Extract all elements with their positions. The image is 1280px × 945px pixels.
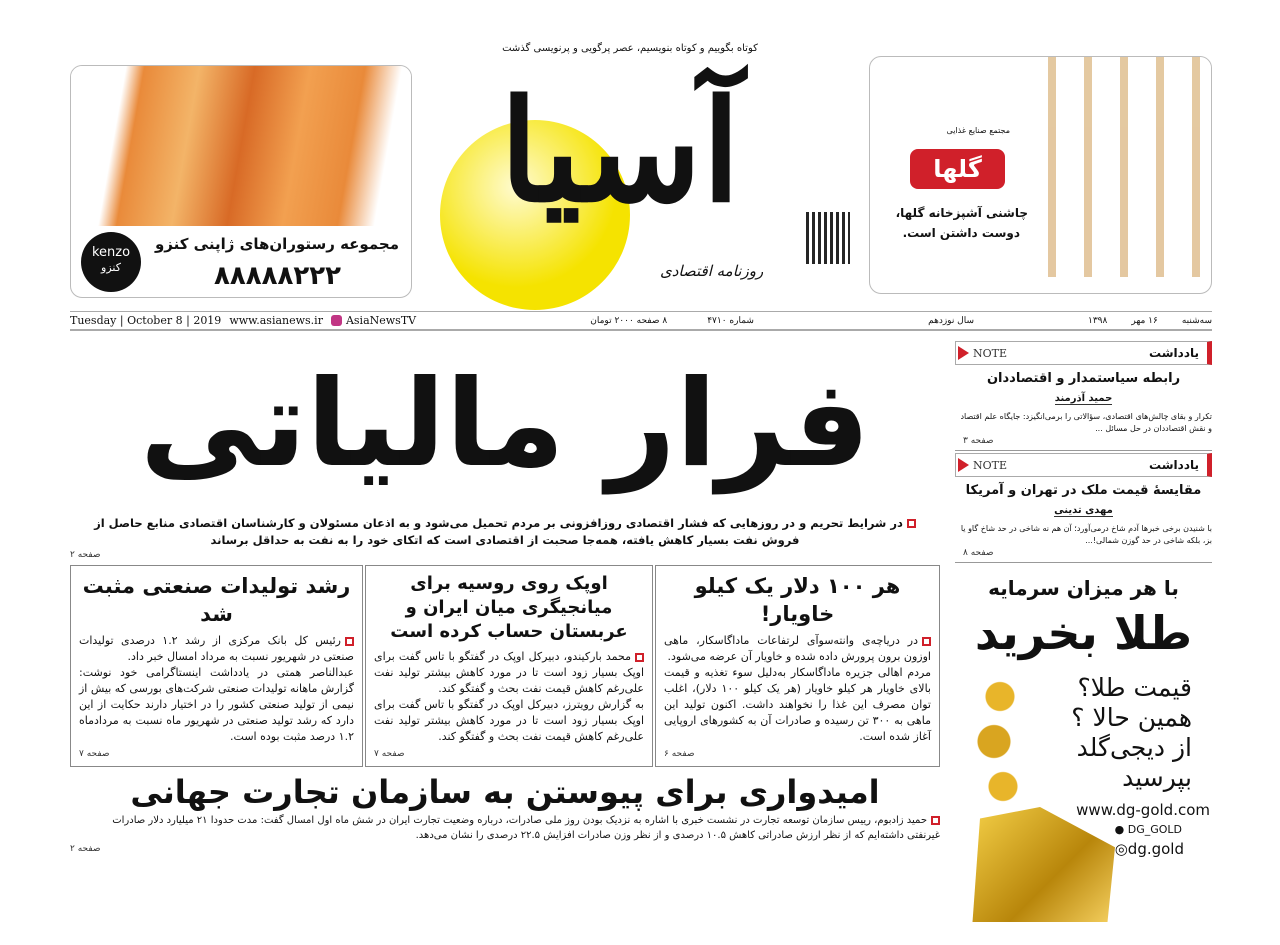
year: ۱۳۹۸	[1088, 315, 1108, 326]
page-ref: صفحه ۳	[963, 436, 994, 446]
article-columns	[70, 565, 940, 767]
article-title: هر ۱۰۰ دلار یک کیلو خاویار!	[694, 574, 901, 626]
ad-instagram[interactable]: ◎dg.gold	[1114, 840, 1184, 858]
issue-number: شماره ۴۷۱۰	[707, 315, 754, 326]
ad-line: بپرسید	[1122, 763, 1192, 792]
main-lead: در شرایط تحریم و در روزهایی که فشار اقتصادی روزافزونی بر مردم تحمیل می‌شود و به اذعان مسئولان و کارشناسان اقتصادی منابع حاصل از فروش نفت بسیار کاهش یافته، همه‌جا صحبت از اقتصادی است که اتکای خود را به نفت به حداقل برساند	[70, 515, 940, 549]
article-opec[interactable]: اوپک روی روسیه برای میانجیگری میان ایران و عربستان حساب کرده است محمد بارکیندو، دبیرکل اوپک در گفتگو با تاس گفت برای اوپک بسیار زود است تا در مورد کاهش بیشتر تولید نفت علی‌رغم کاهش قیمت نفت بحث و گفتگو کند. به گزارش رویترز، دبیرکل اوپک در گفتگو با تاس گفت برای اوپک بسیار زود است تا در مورد کاهش بیشتر تولید نفت علی‌رغم کاهش قیمت نفت بحث و گفتگو کند. صفحه ۷	[365, 565, 653, 767]
masthead-logo: آسیا	[499, 70, 741, 234]
play-icon	[958, 346, 969, 360]
page-ref: صفحه ۷	[79, 749, 110, 759]
masthead-subtitle: روزنامه اقتصادی	[660, 262, 764, 280]
volume: سال نوزدهم	[928, 315, 975, 326]
gold-bars-image	[965, 807, 1115, 922]
note-2[interactable]: یادداشت NOTE مقایسهٔ قیمت ملک در تهران و آمریکا مهدی تدینی با شنیدن برخی خبرها آدم شاخ درمی‌آورد؛ آن هم نه شاخی در حد شاخ گاو یا بز، بلکه شاخی در حد گوزن شمالی!... صفحه ۸	[955, 453, 1212, 563]
note-author: حمید آذرمند	[1054, 393, 1113, 404]
page-ref: صفحه ۲	[70, 550, 101, 560]
main-headline[interactable]: فرار مالیاتی	[139, 355, 871, 494]
company: مجتمع صنایع غذایی	[946, 126, 1010, 135]
slogan: کوتاه بگوییم و کوتاه بنویسیم، عصر پرگویی و پرنویسی گذشت	[502, 43, 758, 54]
note-label: یادداشت	[1149, 458, 1199, 472]
tagline-2: دوست داشتن است.	[902, 226, 1020, 240]
instagram-icon: ◎	[1114, 840, 1128, 858]
article-industry[interactable]: رشد تولیدات صنعتی مثبت شد رئیس کل بانک مرکزی از رشد ۱.۲ درصدی تولیدات صنعتی در شهریور نسبت به مرداد امسال خبر داد. عبدالناصر همتی در یادداشت اینستاگرامی خود نوشت: گزارش ماهانه تولیدات صنعتی شرکت‌های بورسی که بیش از نیمی از تولید صنعتی کشور را در اختیار دارند حکایت از این دارد که رشد تولید صنعتی در شهریور ماه نسبت به مردادماه ۱.۲ درصد مثبت بوده است. صفحه ۷	[70, 565, 363, 767]
article-title: رشد تولیدات صنعتی مثبت شد	[82, 574, 351, 626]
bottom-text: حمید زادبوم، رییس سازمان توسعه تجارت در نشست خبری با اشاره به نزدیک بودن روز ملی صادرات، درباره وضعیت تجارت ایران در شش ماه اول امسال گفت: مدت حدودا ۲۱ میلیارد دلار صادرات غیرنفتی داشته‌ایم که از نظر ارزش صادراتی کاهش ۱۰.۵ درصدی و از نظر وزن صادرات افزایش ۲۲.۵ درصدی را نشان می‌دهد.	[112, 815, 940, 841]
ad-line: قیمت طلا؟	[1077, 673, 1192, 702]
page-ref: صفحه ۶	[664, 749, 695, 759]
page-ref: صفحه ۲	[70, 844, 101, 854]
website-link[interactable]: www.asianews.ir	[229, 314, 323, 327]
info-bar	[70, 311, 1212, 331]
bullet-icon	[907, 519, 916, 528]
pages-price: ۸ صفحه ۲۰۰۰ تومان	[590, 315, 668, 326]
day-fa: سه‌شنبه	[1181, 315, 1212, 326]
ad-kenzo[interactable]	[70, 65, 412, 298]
instagram-icon	[331, 315, 342, 326]
ad-title: مجموعه رستوران‌های ژاپنی کنزو	[154, 235, 399, 253]
note-1[interactable]: یادداشت NOTE رابطه سیاستمدار و اقتصاددان حمید آذرمند تکرار و بقای چالش‌های اقتصادی، سؤالاتی را برمی‌انگیزد: جایگاه علم اقتصاد و نقش اقتصاددان در حل مسائل ... صفحه ۳	[955, 341, 1212, 451]
ad-line: همین حالا ؟	[1071, 703, 1192, 732]
note-author: مهدی تدینی	[1054, 505, 1113, 516]
bullet-icon	[635, 653, 644, 662]
ad-golha[interactable]	[869, 56, 1212, 294]
ad-line: با هر میزان سرمایه	[988, 576, 1179, 600]
bullet-icon	[931, 816, 940, 825]
instagram-handle[interactable]: AsiaNewsTV	[345, 314, 417, 327]
ad-phone: ۸۸۸۸۸۲۲۲	[214, 261, 341, 291]
date-fa: ۱۶ مهر	[1131, 315, 1158, 326]
kenzo-logo: kenzo کنزو	[81, 232, 141, 292]
bullet-icon	[345, 637, 354, 646]
ad-website[interactable]: www.dg-gold.com	[1076, 801, 1210, 819]
ad-telegram[interactable]: ● DG_GOLD	[1114, 823, 1182, 836]
tagline-1: چاشنی آشپزخانه گلها،	[895, 206, 1028, 220]
ad-dg-gold[interactable]	[955, 569, 1212, 924]
spoons-image	[1030, 57, 1212, 277]
sidebar	[955, 341, 1212, 924]
bullet-icon	[922, 637, 931, 646]
ad-line: از دیجی‌گلد	[1076, 733, 1192, 762]
note-label: یادداشت	[1149, 346, 1199, 360]
telegram-icon: ●	[1114, 823, 1128, 836]
page-ref: صفحه ۷	[374, 749, 405, 759]
article-title: اوپک روی روسیه برای میانجیگری میان ایران و عربستان حساب کرده است	[390, 573, 628, 642]
qr-code-icon	[806, 212, 850, 264]
date-en: Tuesday | October 8 | 2019	[70, 314, 222, 327]
article-caviar[interactable]: هر ۱۰۰ دلار یک کیلو خاویار! در دریاچه‌ی وانته‌سوآی لرتفاعات ماداگاسکار، ماهی اوزون برون پرورش داده شده و خاویار آن عرضه می‌شود. مردم اهالی جزیره ماداگاسکار به‌دلیل سوء تغذیه و قیمت بالای خاویار هر کیلو خاویار (هر یک کیلو ۱۰۰ دلار)، اغلب توان مصرف این غذا را نخواهند داشت. اکنون تولید این ماهی به ۳۰۰ تن رسیده و صادرات آن به کشورهای اروپایی آغاز شده است. صفحه ۶	[655, 565, 940, 767]
note-excerpt: تکرار و بقای چالش‌های اقتصادی، سؤالاتی را برمی‌انگیزد: جایگاه علم اقتصاد و نقش اقتصاددان در حل مسائل ...	[960, 412, 1212, 433]
note-title: رابطه سیاستمدار و اقتصاددان	[986, 371, 1181, 386]
note-title: مقایسهٔ قیمت ملک در تهران و آمریکا	[965, 483, 1202, 498]
bottom-headline[interactable]: امیدواری برای پیوستن به سازمان تجارت جهانی	[130, 773, 880, 811]
page-ref: صفحه ۸	[963, 548, 994, 558]
golha-logo: گلها	[910, 149, 1005, 189]
ad-line: طلا بخرید	[974, 606, 1193, 660]
main-section	[70, 335, 940, 855]
note-excerpt: با شنیدن برخی خبرها آدم شاخ درمی‌آورد؛ آن هم نه شاخی در حد شاخ گاو یا بز، بلکه شاخی در حد گوزن شمالی!...	[960, 524, 1212, 545]
sushi-image	[71, 66, 411, 226]
gold-coins-image	[970, 674, 1030, 824]
play-icon	[958, 458, 969, 472]
